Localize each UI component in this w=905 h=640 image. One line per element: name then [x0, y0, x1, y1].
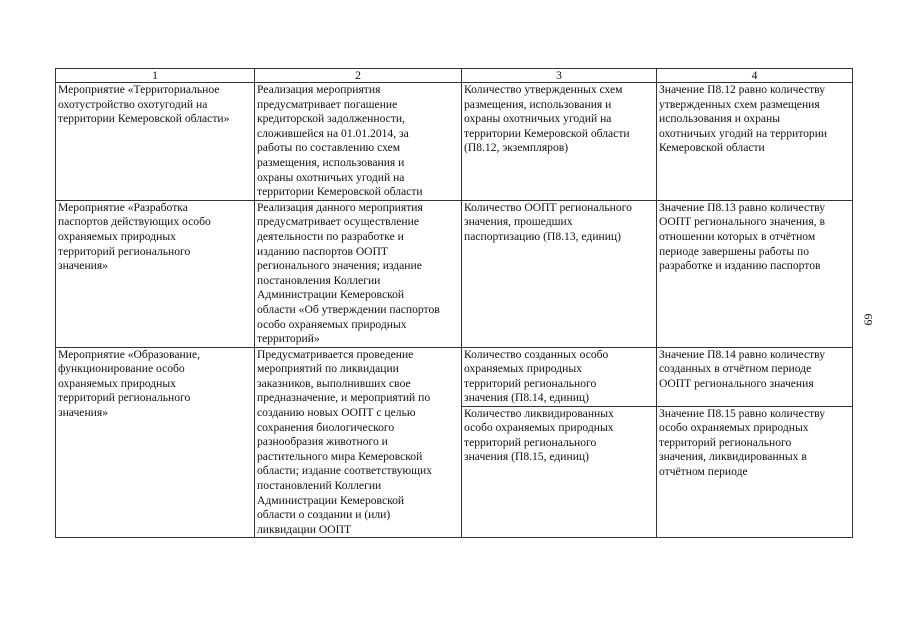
text-line: Администрации Кемеровской — [257, 493, 405, 507]
text-line: охотустройство охотугодий на — [58, 97, 208, 111]
text-line: области о создании и (или) — [257, 508, 391, 522]
text-line: Количество созданных особо — [464, 347, 609, 361]
text-line: территорий регионального — [58, 391, 191, 405]
text-line: особо охраняемых природных — [257, 317, 407, 331]
text-line: Количество ликвидированных — [464, 406, 614, 420]
page-number: 69 — [861, 313, 876, 326]
column-header-4: 4 — [657, 69, 853, 83]
text-line: размещения, использования и — [464, 97, 612, 111]
text-line: ООПТ регионального значения — [659, 376, 814, 390]
text-line: Реализация данного мероприятия — [257, 200, 423, 214]
text-line: территорий регионального — [58, 244, 191, 258]
measure-name-cell — [56, 200, 255, 347]
text-line: Реализация мероприятия — [257, 83, 381, 96]
text-line: области; издание соответствующих — [257, 464, 433, 478]
text-line: Количество утвержденных схем — [464, 83, 623, 96]
text-line: заказников, выполнивших свое — [257, 376, 411, 390]
text-line: значения, ликвидированных в — [659, 450, 807, 464]
text-line: отношении которых в отчётном — [659, 229, 816, 243]
table-row — [56, 83, 853, 201]
text-line: созданию новых ООПТ с целью — [257, 406, 416, 420]
text-line: Предусматривается проведение — [257, 347, 414, 361]
text-line: особо охраняемых природных — [464, 421, 614, 435]
indicator-cell — [462, 83, 657, 201]
column-header-2: 2 — [255, 69, 462, 83]
text-line: значения, прошедших — [464, 215, 573, 229]
measure-description-cell — [255, 347, 462, 538]
text-line: территорий» — [257, 332, 320, 346]
measure-description-cell — [255, 83, 462, 201]
table-row — [56, 347, 853, 538]
text-line: (П8.12, экземпляров) — [464, 141, 569, 155]
text-line: особо охраняемых природных — [659, 421, 809, 435]
text-line: постановлений Коллегии — [257, 479, 382, 493]
text-line: значения (П8.14, единиц) — [464, 391, 589, 405]
text-line: периоде завершены работы по — [659, 244, 810, 258]
text-line: Количество ООПТ регионального — [464, 200, 632, 214]
text-line: размещения, использования и — [257, 155, 405, 169]
text-line: охраняемых природных — [58, 229, 176, 243]
text-line: регионального значения; издание — [257, 259, 422, 273]
text-line: растительного мира Кемеровской — [257, 449, 423, 463]
text-line: территорий регионального — [659, 435, 792, 449]
text-line: охраны охотничьих угодий на — [257, 170, 405, 184]
text-line: сохранения биологического — [257, 420, 395, 434]
text-line: территорий регионального — [464, 435, 597, 449]
text-line: отчётном периоде — [659, 465, 748, 479]
text-line: территории Кемеровской области — [464, 126, 630, 140]
indicator-cell — [462, 200, 657, 347]
text-line: охраны охотничьих угодий на — [464, 112, 612, 126]
text-line: работы по составлению схем — [257, 141, 401, 155]
measures-table — [55, 68, 853, 538]
indicator-subcell-p8-15 — [462, 406, 656, 465]
text-line: Значение П8.12 равно количеству — [659, 83, 826, 96]
text-line: изданию паспортов ООПТ — [257, 244, 389, 258]
column-header-3: 3 — [462, 69, 657, 83]
text-line: разработке и изданию паспортов — [659, 259, 821, 273]
table-row — [56, 200, 853, 347]
indicator-value-cell — [657, 200, 853, 347]
indicator-cell — [462, 347, 657, 538]
measure-description-cell — [255, 200, 462, 347]
text-line: области «Об утверждении паспортов — [257, 302, 440, 316]
text-line: Мероприятие «Территориальное — [58, 83, 220, 96]
text-line: Значение П8.13 равно количеству — [659, 200, 826, 214]
text-line: функционирование особо — [58, 362, 185, 376]
text-line: Значение П8.15 равно количеству — [659, 406, 826, 420]
text-line: постановления Коллегии — [257, 273, 381, 287]
text-line: территорий регионального — [464, 376, 597, 390]
text-line: предусматривает осуществление — [257, 215, 419, 229]
text-line: использования и охраны — [659, 112, 781, 126]
text-line: значения» — [58, 406, 108, 420]
text-line: территории Кемеровской области» — [58, 112, 230, 126]
text-line: значения» — [58, 259, 108, 273]
text-line: Мероприятие «Разработка — [58, 200, 188, 214]
text-line: Кемеровской области — [659, 141, 765, 155]
text-line: Значение П8.14 равно количеству — [659, 347, 826, 361]
text-line: территории Кемеровской области — [257, 185, 423, 199]
text-line: предназначение, и мероприятий по — [257, 391, 431, 405]
value-subcell-p8-15 — [657, 406, 852, 480]
measure-name-cell — [56, 83, 255, 201]
text-line: паспортов действующих особо — [58, 215, 211, 229]
text-line: Мероприятие «Образование, — [58, 347, 200, 361]
text-line: ООПТ регионального значения, в — [659, 215, 825, 229]
text-line: охраняемых природных — [464, 362, 582, 376]
text-line: ликвидации ООПТ — [257, 522, 352, 536]
column-header-1: 1 — [56, 69, 255, 83]
value-subcell-p8-14 — [657, 348, 852, 406]
text-line: кредиторской задолженности, — [257, 112, 405, 126]
text-line: утвержденных схем размещения — [659, 97, 820, 111]
measure-name-cell — [56, 347, 255, 538]
indicator-value-cell — [657, 83, 853, 201]
text-line: созданных в отчётном периоде — [659, 362, 812, 376]
text-line: предусматривает погашение — [257, 97, 398, 111]
indicator-subcell-p8-14 — [462, 348, 656, 406]
text-line: мероприятий по ликвидации — [257, 362, 399, 376]
text-line: значения (П8.15, единиц) — [464, 450, 589, 464]
header-row — [56, 69, 853, 83]
text-line: охотничьих угодий на территории — [659, 126, 828, 140]
text-line: Администрации Кемеровской — [257, 288, 405, 302]
text-line: сложившейся на 01.01.2014, за — [257, 126, 409, 140]
text-line: деятельности по разработке и — [257, 229, 404, 243]
indicator-value-cell — [657, 347, 853, 538]
text-line: паспортизацию (П8.13, единиц) — [464, 229, 621, 243]
text-line: разнообразия животного и — [257, 435, 388, 449]
text-line: охраняемых природных — [58, 376, 176, 390]
